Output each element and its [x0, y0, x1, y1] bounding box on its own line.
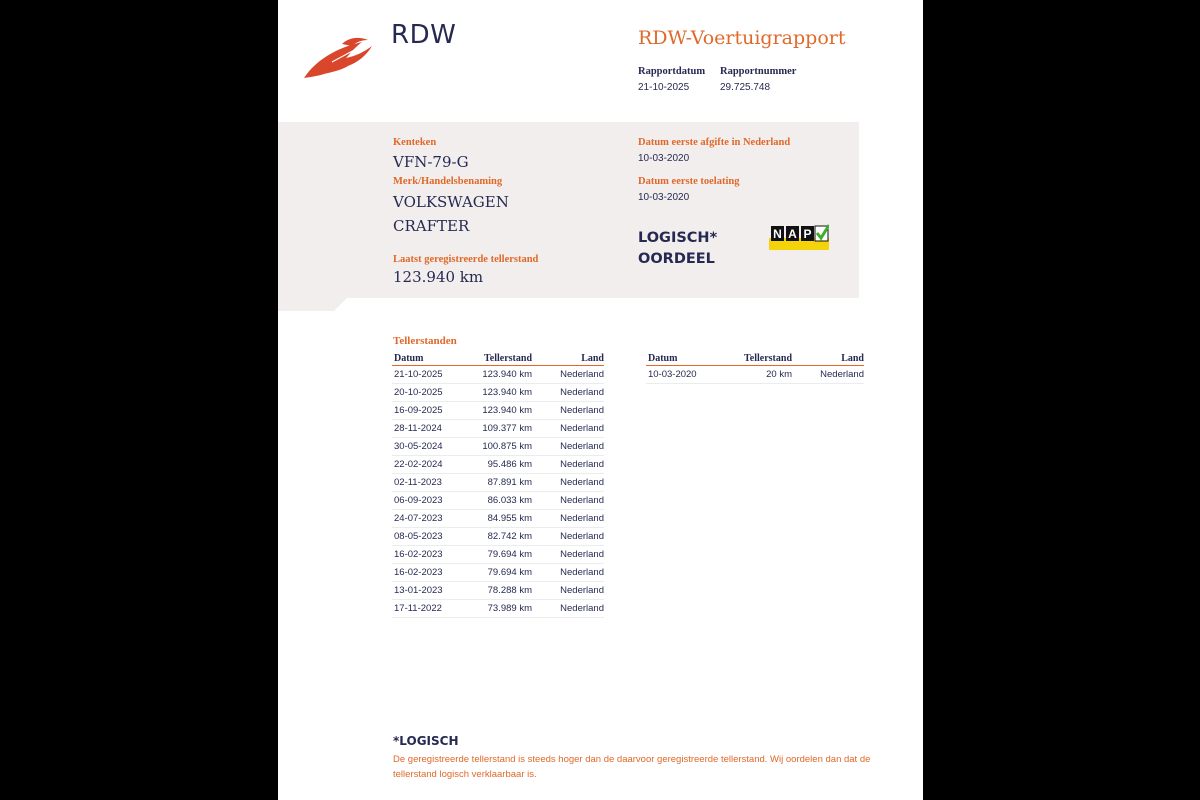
readings-title: Tellerstanden: [393, 335, 457, 347]
table-header-row: [646, 351, 864, 366]
cell-odometer: 82.742 km: [466, 528, 532, 546]
table-row: [392, 456, 604, 474]
band-notch: [278, 297, 348, 311]
cell-odometer: 79.694 km: [466, 564, 532, 582]
brand-name: RDW: [391, 20, 457, 50]
table-row: [392, 402, 604, 420]
report-page: [278, 0, 923, 800]
cell-country: Nederland: [532, 402, 604, 420]
cell-date: 02-11-2023: [392, 474, 466, 492]
table-row: [392, 582, 604, 600]
report-date-label: Rapportdatum: [638, 66, 706, 77]
footnote-text: De geregistreerde tellerstand is steeds hoger dan de daarvoor geregistreerde tellerstand. Wij oordelen dan dat de tellerstand logisch verklaarbaar is.: [393, 754, 871, 780]
cell-odometer: 123.940 km: [466, 384, 532, 402]
verdict: [638, 228, 717, 270]
cell-country: Nederland: [532, 510, 604, 528]
table-row: [392, 564, 604, 582]
cell-country: Nederland: [532, 474, 604, 492]
table-row: [392, 600, 604, 618]
vehicle-summary-band: [278, 122, 859, 298]
table-row: [392, 510, 604, 528]
first-admission-label: Datum eerste toelating: [638, 176, 740, 187]
cell-odometer: 87.891 km: [466, 474, 532, 492]
report-date: 21-10-2025: [638, 82, 690, 93]
col-header-country: Land: [792, 351, 864, 366]
report-number-label: Rapportnummer: [720, 66, 797, 77]
cell-odometer: 95.486 km: [466, 456, 532, 474]
col-header-country: Land: [532, 351, 604, 366]
cell-country: Nederland: [532, 420, 604, 438]
cell-odometer: 109.377 km: [466, 420, 532, 438]
table-row: [392, 474, 604, 492]
cell-country: Nederland: [792, 366, 864, 384]
cell-date: 16-02-2023: [392, 546, 466, 564]
table-row: [646, 366, 864, 384]
cell-country: Nederland: [532, 582, 604, 600]
table-row: [392, 420, 604, 438]
cell-country: Nederland: [532, 438, 604, 456]
cell-country: Nederland: [532, 546, 604, 564]
verdict-line1: LOGISCH*: [638, 230, 718, 246]
cell-odometer: 78.288 km: [466, 582, 532, 600]
cell-date: 13-01-2023: [392, 582, 466, 600]
svg-text:A: A: [788, 227, 797, 241]
table-row: [392, 438, 604, 456]
cell-country: Nederland: [532, 456, 604, 474]
cell-odometer: 73.989 km: [466, 600, 532, 618]
cell-odometer: 100.875 km: [466, 438, 532, 456]
col-header-odometer: Tellerstand: [720, 351, 792, 366]
cell-odometer: 20 km: [720, 366, 792, 384]
cell-date: 06-09-2023: [392, 492, 466, 510]
table-row: [392, 492, 604, 510]
cell-country: Nederland: [532, 366, 604, 384]
plate-value: VFN-79-G: [393, 153, 469, 171]
cell-odometer: 123.940 km: [466, 402, 532, 420]
svg-text:P: P: [803, 227, 812, 241]
cell-date: 28-11-2024: [392, 420, 466, 438]
readings-table-right: [646, 351, 864, 384]
cell-date: 22-02-2024: [392, 456, 466, 474]
col-header-date: Datum: [392, 351, 466, 366]
col-header-odometer: Tellerstand: [466, 351, 532, 366]
report-title: RDW-Voertuigrapport: [638, 27, 846, 49]
table-row: [392, 546, 604, 564]
cell-date: 30-05-2024: [392, 438, 466, 456]
cell-date: 10-03-2020: [646, 366, 720, 384]
cell-date: 24-07-2023: [392, 510, 466, 528]
make-line2: CRAFTER: [393, 217, 470, 235]
readings-table-left: [392, 351, 604, 618]
cell-country: Nederland: [532, 384, 604, 402]
odometer-value: 123.940 km: [393, 268, 484, 286]
cell-date: 20-10-2025: [392, 384, 466, 402]
first-issue-nl-value: 10-03-2020: [638, 153, 690, 164]
cell-odometer: 84.955 km: [466, 510, 532, 528]
cell-country: Nederland: [532, 528, 604, 546]
table-header-row: [392, 351, 604, 366]
footnote-title: *LOGISCH: [393, 734, 459, 748]
make-label: Merk/Handelsbenaming: [393, 176, 503, 187]
rdw-logo-icon: [302, 34, 382, 80]
table-row: [392, 366, 604, 384]
cell-odometer: 123.940 km: [466, 366, 532, 384]
odometer-label: Laatst geregistreerde tellerstand: [393, 254, 539, 265]
cell-country: Nederland: [532, 492, 604, 510]
col-header-date: Datum: [646, 351, 720, 366]
table-row: [392, 384, 604, 402]
cell-date: 21-10-2025: [392, 366, 466, 384]
cell-date: 16-02-2023: [392, 564, 466, 582]
cell-country: Nederland: [532, 564, 604, 582]
cell-country: Nederland: [532, 600, 604, 618]
cell-date: 08-05-2023: [392, 528, 466, 546]
cell-date: 17-11-2022: [392, 600, 466, 618]
cell-odometer: 86.033 km: [466, 492, 532, 510]
cell-date: 16-09-2025: [392, 402, 466, 420]
make-line1: VOLKSWAGEN: [393, 193, 509, 211]
verdict-line2: OORDEEL: [638, 251, 715, 267]
cell-odometer: 79.694 km: [466, 546, 532, 564]
table-row: [392, 528, 604, 546]
plate-label: Kenteken: [393, 137, 437, 148]
svg-text:N: N: [773, 227, 782, 241]
first-issue-nl-label: Datum eerste afgifte in Nederland: [638, 137, 791, 148]
report-number: 29.725.748: [720, 82, 771, 93]
first-admission-value: 10-03-2020: [638, 192, 690, 203]
nap-check-icon: [769, 224, 829, 250]
